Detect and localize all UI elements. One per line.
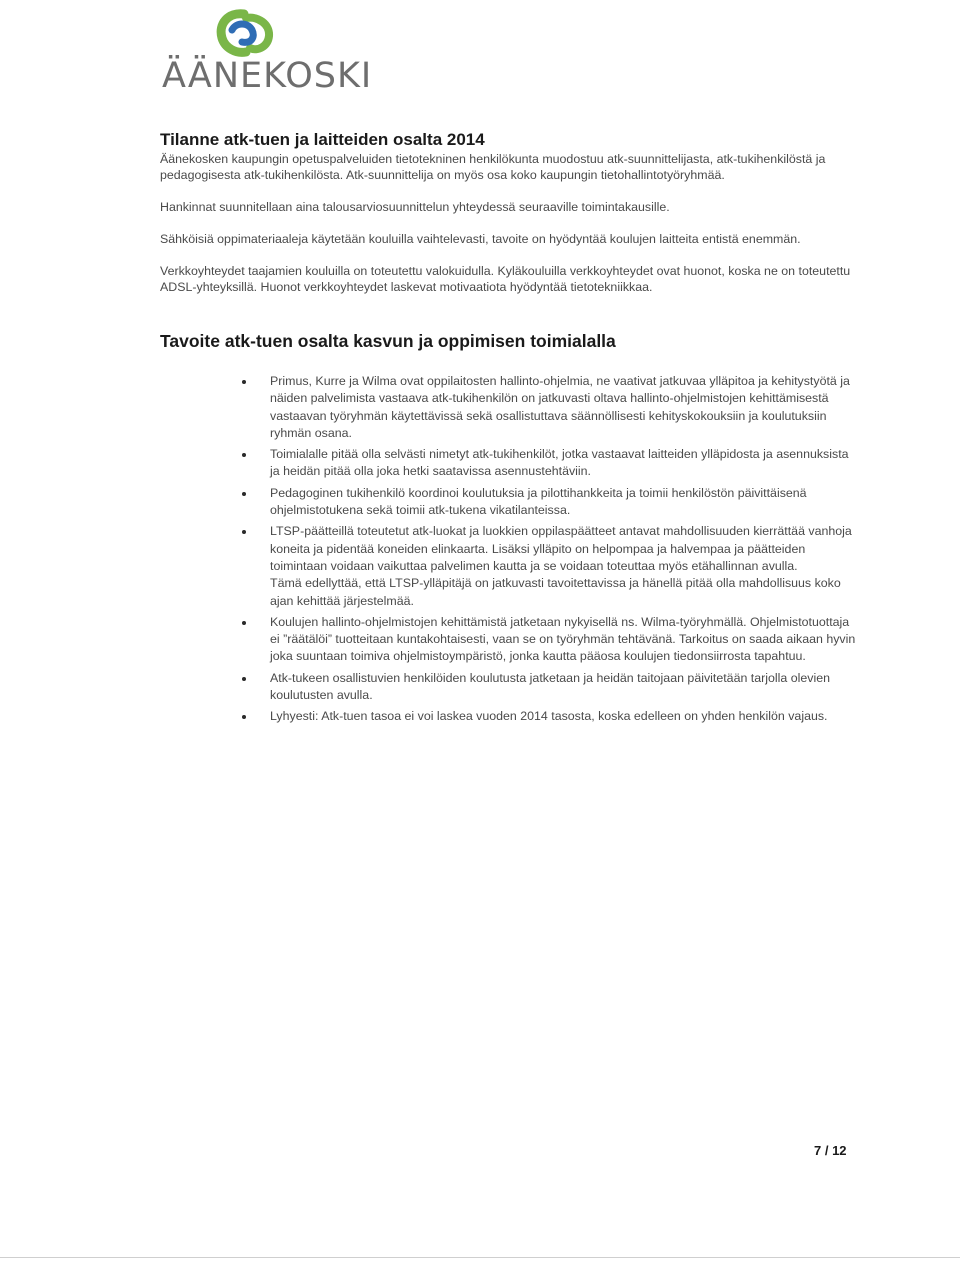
list-item [160, 373, 860, 442]
document-body [160, 130, 860, 730]
bullet-text: Koulujen hallinto-ohjelmistojen kehittämistä jatketaan nykyisellä ns. Wilma-työryhmällä. Ohjelmistotuottaja ei ”räätälöi” tuotteitaan kuntakohtaisesti, vaan se on työryhmän tehtävänä. Tarkoitus on saada aikaan hyvin joka suuntaan toimiva ohjelmistoympäristö, jonka kautta pääosa koulujen tiedonsiirrosta tapahtuu. [270, 614, 856, 664]
paragraph-e-materials: Sähköisiä oppimateriaaleja käytetään kouluilla vaihtelevasti, tavoite on hyödyntää koulujen laitteita entistä enemmän. [160, 232, 801, 246]
bullet-text: Lyhyesti: Atk-tuen tasoa ei voi laskea vuoden 2014 tasosta, koska edelleen on yhden henkilön vajaus. [270, 709, 828, 724]
bullet-icon [242, 621, 246, 625]
page-number: 7 / 12 [814, 1143, 847, 1158]
paragraph-procurement: Hankinnat suunnitellaan aina talousarviosuunnittelun yhteydessä seuraaville toimintakausille. [160, 200, 670, 214]
page-bottom-divider [0, 1257, 960, 1258]
section-title-goals: Tavoite atk-tuen osalta kasvun ja oppimisen toimialalla [160, 331, 616, 351]
bullet-icon [242, 380, 246, 384]
goals-bullet-list [160, 373, 860, 726]
section-title-current-situation: Tilanne atk-tuen ja laitteiden osalta 2014 [160, 130, 485, 149]
bullet-icon [242, 715, 246, 719]
list-item [160, 446, 860, 481]
bullet-icon [242, 453, 246, 457]
bullet-text: Primus, Kurre ja Wilma ovat oppilaitosten hallinto-ohjelmia, ne vaativat jatkuvaa ylläpitoa ja kehitystyötä ja näiden palvelimista vastaava atk-tukihenkilön on jatkuvasti oltava hallinto-ohjelmistojen kehittämisestä vastaavan työryhmän käytettävissä sekä osallistuttava säännöllisesti kehityskokouksiin ja koulutuksiin ryhmän osana. [270, 374, 850, 440]
logo-text: ÄÄNEKOSKI [162, 56, 373, 96]
paragraph-staff: Äänekosken kaupungin opetuspalveluiden tietotekninen henkilökunta muodostuu atk-suunnittelijasta, atk-tukihenkilöstä ja pedagogisesta atk-tukihenkilösta. Atk-suunnittelija on myös osa koko kaupungin tietohallintotyöryhmää. [160, 152, 826, 182]
bullet-text: Toimialalle pitää olla selvästi nimetyt atk-tukihenkilöt, jotka vastaavat laitteiden ylläpidosta ja asennuksista ja heidän pitää olla joka hetki saatavissa asennustehtäviin. [270, 447, 849, 479]
bullet-text: LTSP-päätteillä toteutetut atk-luokat ja luokkien oppilaspäätteet antavat mahdollisuuden kierrättää vanhoja koneita ja pidentää koneiden elinkaarta. Lisäksi ylläpito on helpompaa ja halvempaa ja päätteiden toimintaan voidaan vaikuttaa palvelimen kautta ja se voidaan toteuttaa myös etähallinnan avulla. [270, 524, 852, 573]
bullet-icon [242, 677, 246, 681]
bullet-text: Atk-tukeen osallistuvien henkilöiden koulutusta jatketaan ja heidän taitojaan päivitetään tarjolla olevien koulutusten avulla. [270, 670, 831, 703]
list-item [160, 485, 860, 520]
bullet-text: Pedagoginen tukihenkilö koordinoi koulutuksia ja pilottihankkeita ja toimii henkilöstön päivittäisenä ohjelmistotukena sekä toimii atk-tukena vikatilanteissa. [270, 485, 807, 518]
bullet-text-continuation: Tämä edellyttää, että LTSP-ylläpitäjä on jatkuvasti tavoitettavissa ja hänellä pitää olla mahdollisuus koko ajan kehittää järjestelmää. [270, 576, 841, 608]
bullet-icon [242, 492, 246, 496]
paragraph-network: Verkkoyhteydet taajamien kouluilla on toteutettu valokuidulla. Kyläkouluilla verkkoyhteydet ovat huonot, koska ne on toteutettu ADSL-yhteyksillä. Huonot verkkoyhteydet laskevat motivaatiota hyödyntää tietotekniikkaa. [160, 264, 851, 294]
list-item [160, 614, 860, 666]
list-item [160, 670, 860, 705]
list-item [160, 523, 860, 609]
aanekoski-logo [162, 8, 373, 98]
aanekoski-logo-mark-icon [214, 8, 278, 58]
list-item [160, 708, 860, 725]
bullet-icon [242, 530, 246, 534]
